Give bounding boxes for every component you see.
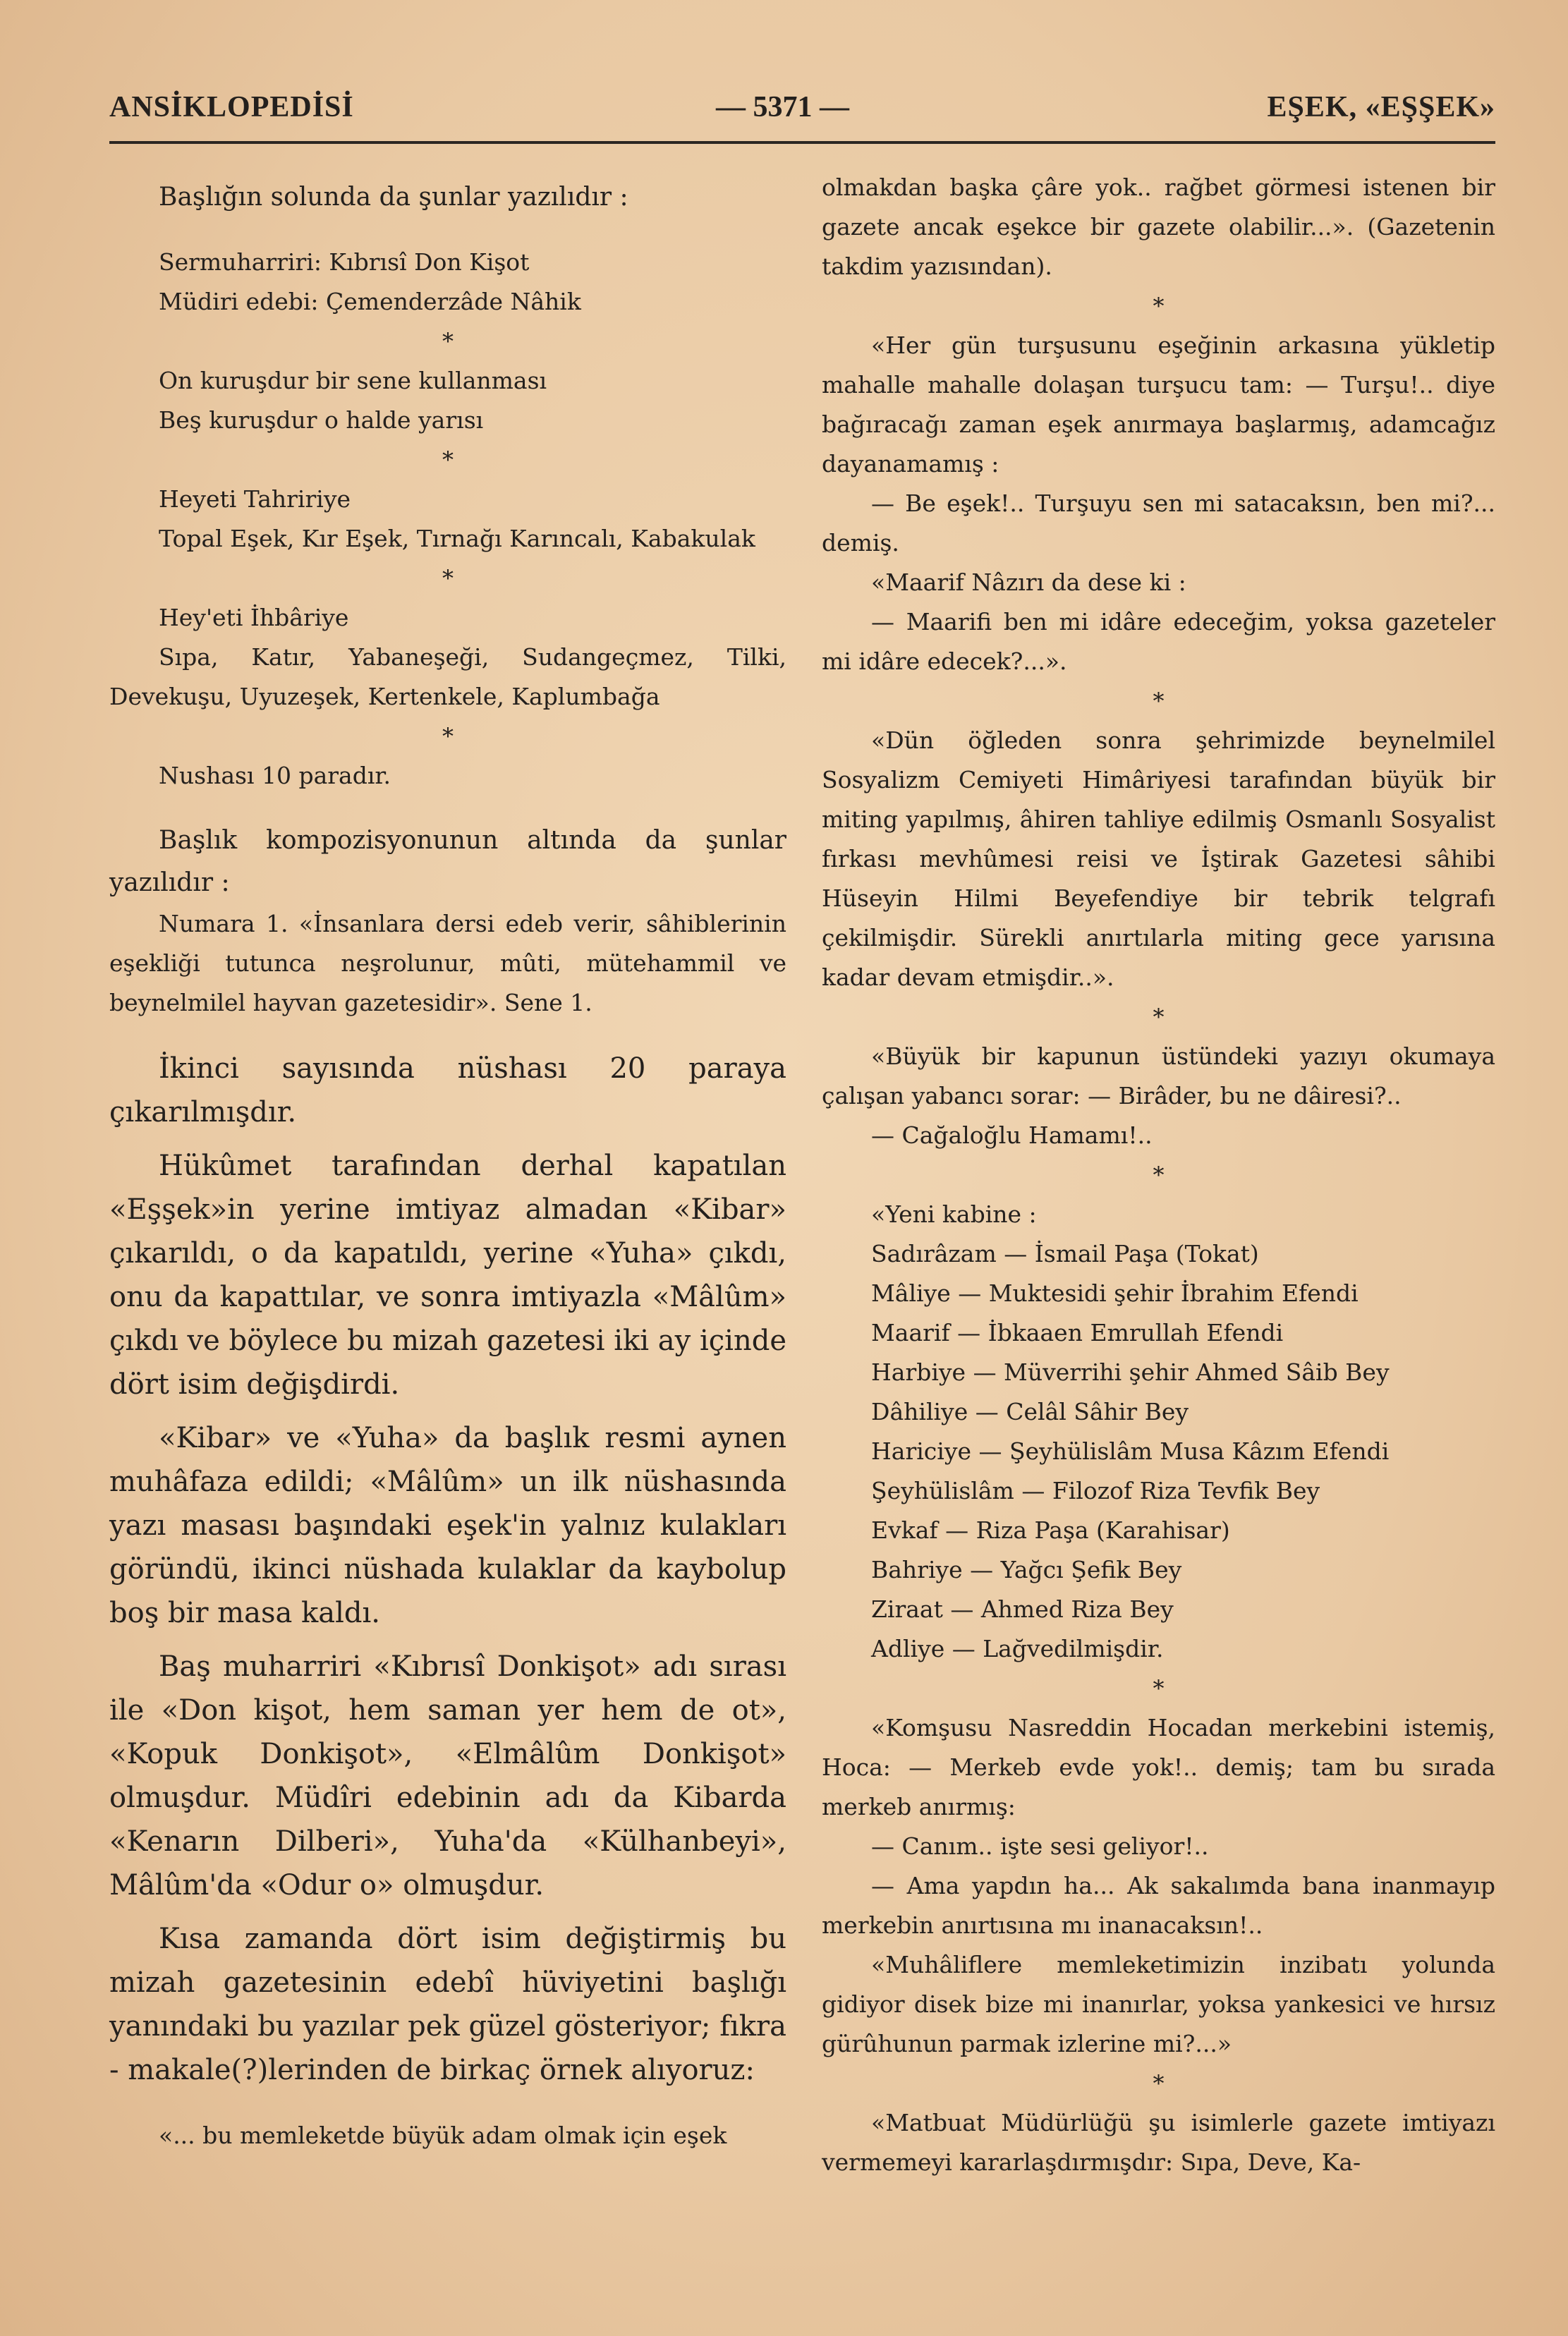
paragraph: «Maarif Nâzırı da dese ki :	[871, 568, 1186, 596]
paragraph: Hariciye — Şeyhülislâm Musa Kâzım Efendi	[871, 1437, 1390, 1465]
section-separator: *	[1153, 293, 1165, 320]
spacer	[109, 1134, 786, 1144]
paragraph: Maarif — İbkaaen Emrullah Efendi	[871, 1319, 1284, 1346]
paragraph: olmakdan başka çâre yok.. rağbet görmesi istenen bir gazete ancak eşekce bir gazete olabilir...». (Gazetenin takdim yazısından).	[822, 174, 1495, 280]
paragraph: «Dün öğleden sonra şehrimizde beynelmilel Sosyalizm Cemiyeti Himâriyesi tarafından büyük bir miting yapılmış, âhiren tahliye edilmiş Osmanlı Sosyalist fırkası mevhûmesi reisi ve İştirak Gazetesi sâhibi Hüseyin Hilmi Beyefendiye bir tebrik telgrafı çekilmişdir. Sürekli anırtılarla miting gece yarısına kadar devam etmişdir..».	[822, 726, 1495, 991]
paragraph: Evkaf — Riza Paşa (Karahisar)	[871, 1516, 1230, 1544]
paragraph: Sıpa, Katır, Yabaneşeği, Sudangeçmez, Tilki, Devekuşu, Uyuzeşek, Kertenkele, Kaplumbağa	[109, 643, 786, 710]
running-head	[109, 90, 1495, 133]
paragraph: İkinci sayısında nüshası 20 paraya çıkarılmışdır.	[109, 1052, 786, 1129]
spacer	[109, 1406, 786, 1416]
spacer	[109, 1635, 786, 1645]
paragraph: «Her gün turşusunu eşeğinin arkasına yükletip mahalle mahalle dolaşan turşucu tam: — Turşu!.. diye bağıracağı zaman eşek anırmaya başlarmış, adamcağız dayanamamış :	[822, 331, 1495, 477]
paragraph: — Maarifi ben mi idâre edeceğim, yoksa gazeteler mi idâre edecek?...».	[822, 608, 1495, 675]
spacer	[109, 1023, 786, 1047]
header-encyclopedia-title: ANSİKLOPEDİSİ	[109, 91, 354, 123]
page-number: — 5371 —	[716, 91, 849, 123]
paragraph: «... bu memleketde büyük adam olmak için eşek	[159, 2122, 727, 2149]
paragraph: «Muhâliflere memleketimizin inzibatı yolunda gidiyor disek bize mi inanırlar, yoksa yankesici ve hırsız gürûhunun parmak izlerine mi?...»	[822, 1951, 1495, 2057]
paragraph: Müdiri edebi: Çemenderzâde Nâhik	[159, 288, 581, 315]
section-separator: *	[442, 328, 454, 355]
spacer	[109, 2092, 786, 2116]
paragraph: Adliye — Lağvedilmişdir.	[871, 1635, 1164, 1662]
paragraph: Kısa zamanda dört isim değiştirmiş bu mizah gazetesinin edebî hüviyetini başlığı yanındaki bu yazılar pek güzel gösteriyor; fıkra - makale(?)lerinden de birkaç örnek alıyoruz:	[109, 1923, 786, 2086]
paragraph: Şeyhülislâm — Filozof Riza Tevfik Bey	[871, 1477, 1320, 1504]
paragraph: Ziraat — Ahmed Riza Bey	[871, 1595, 1174, 1623]
paragraph: Hey'eti İhbâriye	[159, 604, 349, 631]
spacer	[109, 796, 786, 820]
paragraph: Baş muharriri «Kıbrısî Donkişot» adı sırası ile «Don kişot, hem saman yer hem de ot», «Kopuk Donkişot», «Elmâlûm Donkişot» olmuşdur. Müdîri edebinin adı da Kibarda «Kenarın Dilberi», Yuha'da «Külhanbeyi», Mâlûm'da «Odur o» olmuşdur.	[109, 1650, 786, 1902]
section-separator: *	[1153, 1004, 1165, 1030]
paragraph: — Cağaloğlu Hamamı!..	[871, 1121, 1153, 1149]
paragraph: Numara 1. «İnsanlara dersi edeb verir, sâhiblerinin eşekliği tutunca neşrolunur, mûti, mütehammil ve beynelmilel hayvan gazetesidir». Sene 1.	[109, 910, 786, 1016]
paragraph: «Yeni kabine :	[871, 1200, 1037, 1228]
paragraph: Heyeti Tahririye	[159, 485, 351, 513]
spacer	[109, 219, 786, 243]
paragraph: Bahriye — Yağcı Şefik Bey	[871, 1556, 1182, 1583]
header-rule	[109, 141, 1495, 144]
paragraph: Nushası 10 paradır.	[159, 762, 391, 789]
paragraph: «Kibar» ve «Yuha» da başlık resmi aynen muhâfaza edildi; «Mâlûm» un ilk nüshasında yazı masası başındaki eşek'in yalnız kulakları göründü, ikinci nüshada kulaklar da kaybolup boş bir masa kaldı.	[109, 1422, 786, 1629]
paragraph: Başlığın solunda da şunlar yazılıdır :	[159, 183, 628, 212]
paragraph: — Ama yapdın ha... Ak sakalımda bana inanmayıp merkebin anırtısına mı inanacaksın!..	[822, 1872, 1495, 1939]
header-entry-title: EŞEK, «EŞŞEK»	[1267, 91, 1495, 123]
paragraph: Topal Eşek, Kır Eşek, Tırnağı Karıncalı, Kabakulak	[159, 525, 755, 552]
left-column	[109, 176, 786, 2155]
paragraph: — Be eşek!.. Turşuyu sen mi satacaksın, ben mi?... demiş.	[822, 489, 1495, 556]
section-separator: *	[1153, 1675, 1165, 1702]
paragraph: — Canım.. işte sesi geliyor!..	[871, 1832, 1209, 1860]
section-separator: *	[442, 565, 454, 592]
paragraph: «Büyük bir kapunun üstündeki yazıyı okumaya çalışan yabancı sorar: — Birâder, bu ne dâiresi?..	[822, 1042, 1495, 1109]
paragraph: «Matbuat Müdürlüğü şu isimlerle gazete imtiyazı vermemeyi kararlaşdırmışdır: Sıpa, Deve, Ka-	[822, 2109, 1495, 2176]
paragraph: Dâhiliye — Celâl Sâhir Bey	[871, 1398, 1189, 1425]
section-separator: *	[442, 446, 454, 473]
paragraph: On kuruşdur bir sene kullanması	[159, 367, 547, 394]
spacer	[109, 1907, 786, 1917]
paragraph: Harbiye — Müverrihi şehir Ahmed Sâib Bey	[871, 1358, 1390, 1386]
section-separator: *	[442, 723, 454, 750]
section-separator: *	[1153, 688, 1165, 714]
paragraph: «Komşusu Nasreddin Hocadan merkebini istemiş, Hoca: — Merkeb evde yok!.. demiş; tam bu sırada merkeb anırmış:	[822, 1714, 1495, 1820]
paragraph: Hükûmet tarafından derhal kapatılan «Eşşek»in yerine imtiyaz almadan «Kibar» çıkarıldı, o da kapatıldı, yerine «Yuha» çıkdı, onu da kapattılar, ve sonra imtiyazla «Mâlûm» çıkdı ve böylece bu mizah gazetesi iki ay içinde dört isim değişdirdi.	[109, 1150, 786, 1401]
paragraph: Sadırâzam — İsmail Paşa (Tokat)	[871, 1240, 1259, 1267]
paragraph: Sermuharriri: Kıbrısî Don Kişot	[159, 248, 530, 276]
paragraph: Mâliye — Muktesidi şehir İbrahim Efendi	[871, 1279, 1359, 1307]
section-separator: *	[1153, 1162, 1165, 1188]
paragraph: Başlık kompozisyonunun altında da şunlar yazılıdır :	[109, 826, 786, 897]
paragraph: Beş kuruşdur o halde yarısı	[159, 406, 484, 434]
right-column	[822, 168, 1495, 2182]
section-separator: *	[1153, 2070, 1165, 2097]
